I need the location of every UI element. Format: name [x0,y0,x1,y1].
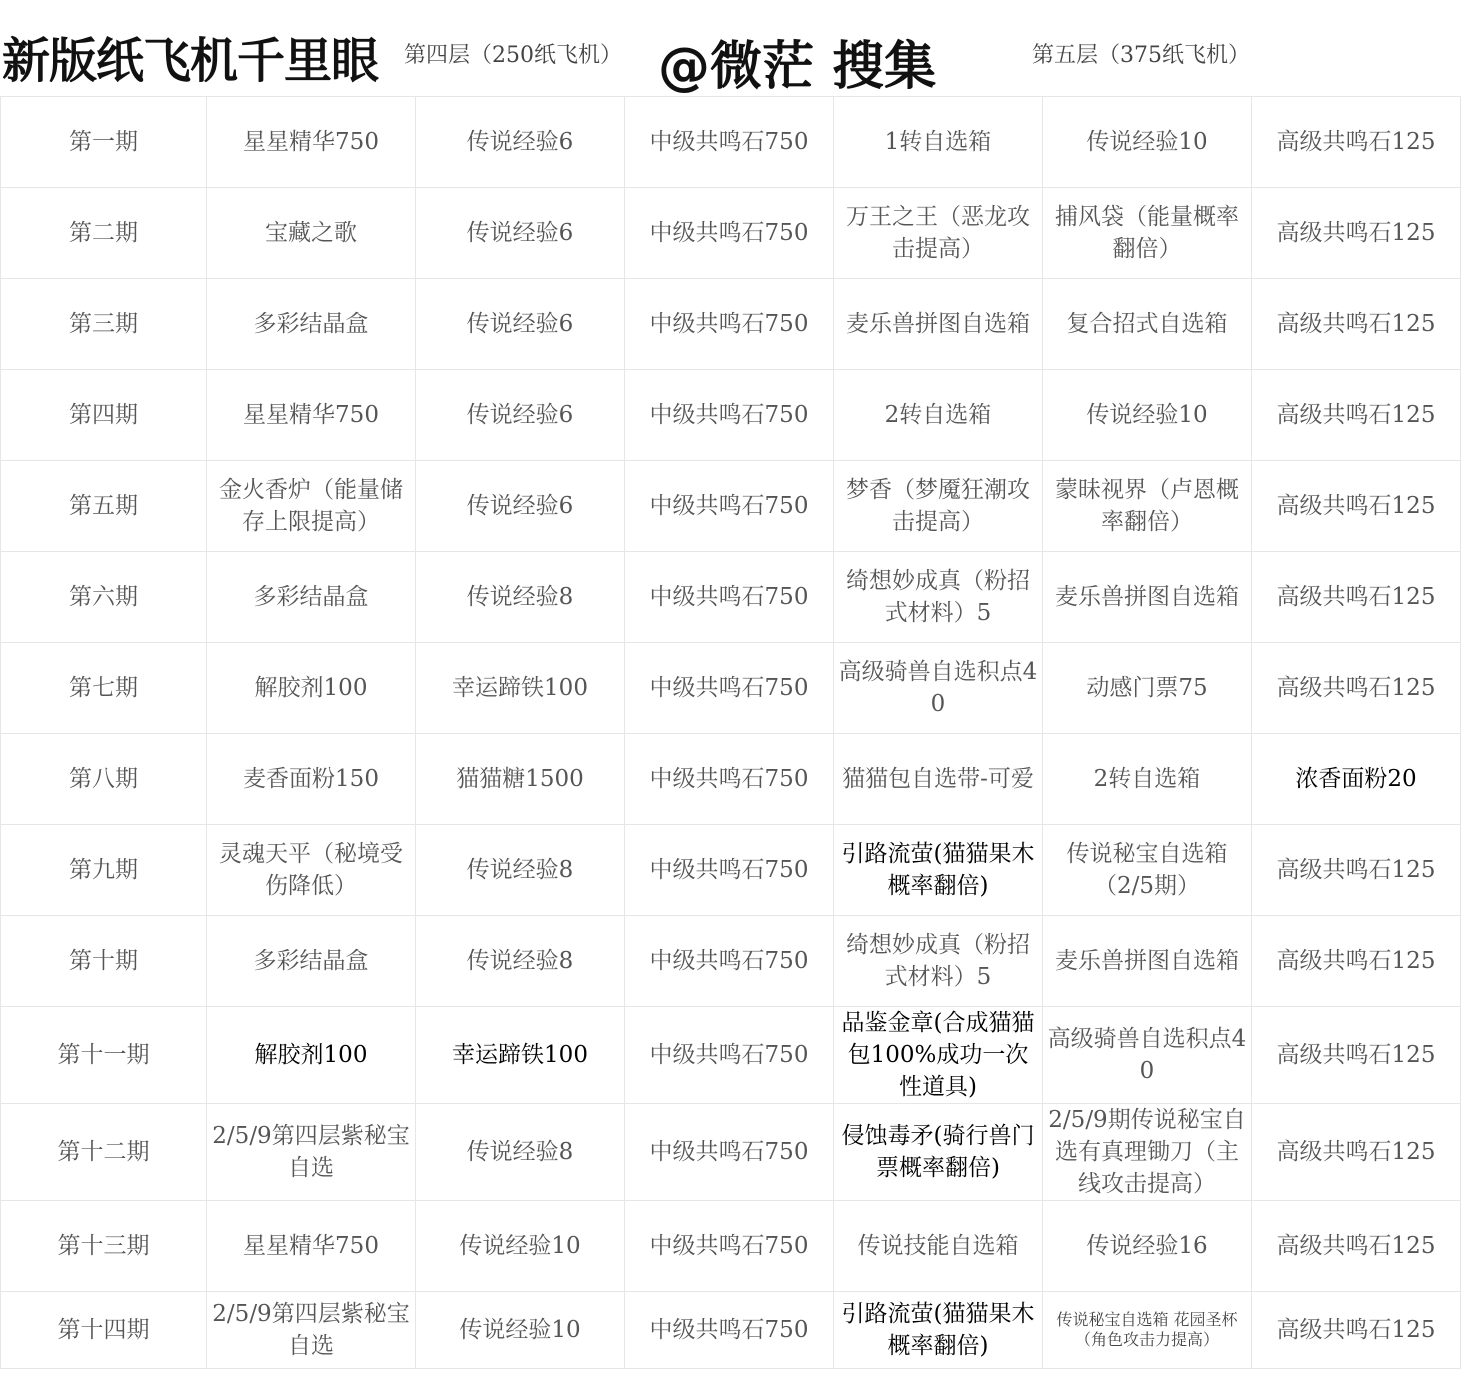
table-cell: 高级共鸣石125 [1252,188,1461,279]
table-cell: 传说经验8 [416,916,625,1007]
table-cell: 传说经验16 [1043,1201,1252,1292]
layer5-heading: 第五层（375纸飞机） [1032,43,1250,68]
table-cell: 2转自选箱 [834,370,1043,461]
rewards-table [0,96,1461,1369]
table-cell: 动感门票75 [1043,643,1252,734]
table-cell: 高级共鸣石125 [1252,825,1461,916]
table-cell: 中级共鸣石750 [625,279,834,370]
period-cell: 第四期 [1,370,207,461]
table-cell: 绮想妙成真（粉招式材料）5 [834,916,1043,1007]
table-cell: 高级共鸣石125 [1252,916,1461,1007]
table-cell: 高级共鸣石125 [1252,1292,1461,1369]
table-cell: 幸运蹄铁100 [416,1007,625,1104]
table-cell: 高级共鸣石125 [1252,1104,1461,1201]
table-cell: 麦乐兽拼图自选箱 [1043,916,1252,1007]
table-cell: 解胶剂100 [207,643,416,734]
period-cell: 第十三期 [1,1201,207,1292]
table-row [1,279,1461,370]
table-cell: 中级共鸣石750 [625,734,834,825]
table-cell: 星星精华750 [207,370,416,461]
layer4-heading: 第四层（250纸飞机） [404,43,622,68]
period-cell: 第七期 [1,643,207,734]
table-cell: 多彩结晶盒 [207,279,416,370]
table-cell: 复合招式自选箱 [1043,279,1252,370]
table-cell: 2/5/9第四层紫秘宝自选 [207,1104,416,1201]
table-cell: 2/5/9期传说秘宝自选有真理锄刀（主线攻击提高） [1043,1104,1252,1201]
table-cell: 金火香炉（能量储存上限提高） [207,461,416,552]
period-cell: 第十期 [1,916,207,1007]
table-cell: 中级共鸣石750 [625,1104,834,1201]
table-cell: 传说经验10 [416,1292,625,1369]
table-cell: 中级共鸣石750 [625,370,834,461]
period-cell: 第八期 [1,734,207,825]
table-cell: 传说经验6 [416,188,625,279]
table-cell: 高级共鸣石125 [1252,643,1461,734]
table-cell: 传说经验8 [416,552,625,643]
table-cell: 万王之王（恶龙攻击提高） [834,188,1043,279]
period-cell: 第十四期 [1,1292,207,1369]
header [0,0,1461,96]
table-cell: 引路流萤(猫猫果木概率翻倍) [834,1292,1043,1369]
table-cell: 麦乐兽拼图自选箱 [1043,552,1252,643]
table-cell: 品鉴金章(合成猫猫包100%成功一次性道具) [834,1007,1043,1104]
table-cell: 高级共鸣石125 [1252,97,1461,188]
period-cell: 第二期 [1,188,207,279]
table-cell: 传说经验10 [1043,97,1252,188]
table-cell: 引路流萤(猫猫果木概率翻倍) [834,825,1043,916]
table-cell: 中级共鸣石750 [625,643,834,734]
table-cell: 星星精华750 [207,1201,416,1292]
table-cell: 传说经验10 [416,1201,625,1292]
table-cell: 传说经验8 [416,1104,625,1201]
table-cell: 中级共鸣石750 [625,1201,834,1292]
period-cell: 第十一期 [1,1007,207,1104]
table-cell: 中级共鸣石750 [625,188,834,279]
table-cell: 中级共鸣石750 [625,1007,834,1104]
table-cell: 高级共鸣石125 [1252,1007,1461,1104]
table-row [1,461,1461,552]
table-cell: 中级共鸣石750 [625,97,834,188]
table-row [1,1104,1461,1201]
table-cell: 猫猫糖1500 [416,734,625,825]
table-cell: 高级骑兽自选积点40 [1043,1007,1252,1104]
table-cell: 灵魂天平（秘境受伤降低） [207,825,416,916]
table-cell: 传说经验6 [416,461,625,552]
table-cell: 多彩结晶盒 [207,916,416,1007]
table-cell: 中级共鸣石750 [625,916,834,1007]
table-row [1,1201,1461,1292]
table-row [1,1007,1461,1104]
table-cell: 梦香（梦魇狂潮攻击提高） [834,461,1043,552]
period-cell: 第十二期 [1,1104,207,1201]
table-cell: 传说经验6 [416,370,625,461]
table-cell: 传说经验6 [416,279,625,370]
period-cell: 第五期 [1,461,207,552]
table-cell: 中级共鸣石750 [625,825,834,916]
table-cell: 猫猫包自选带-可爱 [834,734,1043,825]
credit-watermark: @微茫 搜集 [658,37,937,97]
page-title: 新版纸飞机千里眼 [2,33,379,89]
table-cell: 传说秘宝自选箱 花园圣杯（角色攻击力提高） [1043,1292,1252,1369]
period-cell: 第三期 [1,279,207,370]
table-row [1,916,1461,1007]
table-cell: 麦香面粉150 [207,734,416,825]
table-row [1,1292,1461,1369]
table-cell: 高级共鸣石125 [1252,1201,1461,1292]
table-row [1,188,1461,279]
table-cell: 绮想妙成真（粉招式材料）5 [834,552,1043,643]
table-row [1,643,1461,734]
period-cell: 第六期 [1,552,207,643]
table-cell: 中级共鸣石750 [625,552,834,643]
table-cell: 传说经验8 [416,825,625,916]
table-cell: 侵蚀毒矛(骑行兽门票概率翻倍) [834,1104,1043,1201]
table-cell: 传说经验6 [416,97,625,188]
table-cell: 1转自选箱 [834,97,1043,188]
table-cell: 中级共鸣石750 [625,1292,834,1369]
table-row [1,734,1461,825]
table-cell: 传说秘宝自选箱（2/5期） [1043,825,1252,916]
table-cell: 幸运蹄铁100 [416,643,625,734]
table-cell: 2转自选箱 [1043,734,1252,825]
table-cell: 麦乐兽拼图自选箱 [834,279,1043,370]
table-cell: 2/5/9第四层紫秘宝自选 [207,1292,416,1369]
table-cell: 高级共鸣石125 [1252,279,1461,370]
table-row [1,825,1461,916]
period-cell: 第一期 [1,97,207,188]
table-cell: 高级骑兽自选积点40 [834,643,1043,734]
table-cell: 中级共鸣石750 [625,461,834,552]
period-cell: 第九期 [1,825,207,916]
table-cell: 高级共鸣石125 [1252,370,1461,461]
table-cell: 多彩结晶盒 [207,552,416,643]
table-cell: 浓香面粉20 [1252,734,1461,825]
table-cell: 高级共鸣石125 [1252,552,1461,643]
table-row [1,370,1461,461]
table-cell: 解胶剂100 [207,1007,416,1104]
table-cell: 星星精华750 [207,97,416,188]
table-cell: 传说技能自选箱 [834,1201,1043,1292]
table-cell: 高级共鸣石125 [1252,461,1461,552]
table-cell: 宝藏之歌 [207,188,416,279]
table-row [1,552,1461,643]
table-cell: 蒙昧视界（卢恩概率翻倍） [1043,461,1252,552]
table-cell: 捕风袋（能量概率翻倍） [1043,188,1252,279]
table-cell: 传说经验10 [1043,370,1252,461]
table-row [1,97,1461,188]
